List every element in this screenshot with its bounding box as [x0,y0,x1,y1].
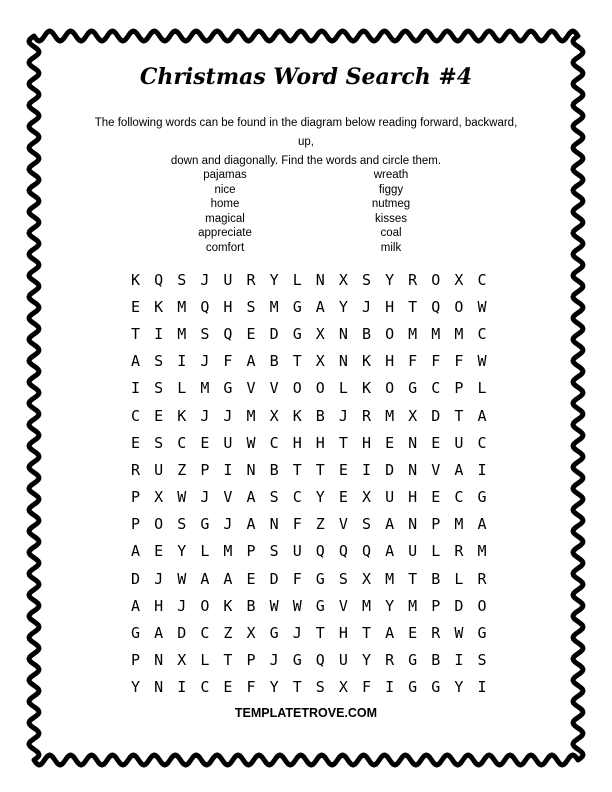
grid-letter: L [177,379,187,398]
grid-letter: H [154,596,164,615]
grid-letter: M [246,406,256,425]
grid-letter: P [431,515,441,534]
grid-letter: A [385,515,395,534]
grid-letter: G [292,651,302,670]
grid-letter: T [361,624,371,643]
grid-letter: I [131,379,141,398]
grid-letter: I [361,460,371,479]
instructions-line-2: down and diagonally. Find the words and circle them. [170,155,442,167]
grid-letter: H [361,433,371,452]
grid-letter: M [385,569,395,588]
word-item: kisses [375,212,407,225]
grid-letter: X [315,352,325,371]
grid-letter: G [292,297,302,316]
grid-letter: O [292,379,302,398]
grid-letter: M [431,324,441,343]
grid-letter: W [292,596,302,615]
grid-letter: Z [177,460,187,479]
grid-letter: M [408,324,418,343]
grid-letter: J [177,596,187,615]
grid-letter: Q [361,542,371,561]
grid-letter: Q [315,651,325,670]
grid-letter: U [385,488,395,507]
grid-letter: Y [269,270,279,289]
grid-letter: H [223,297,233,316]
grid-letter: S [338,569,348,588]
grid-letter: J [200,488,210,507]
grid-letter: E [338,488,348,507]
page-title: Christmas Word Search #4 [139,64,473,90]
grid-letter: X [269,406,279,425]
grid-letter: H [338,624,348,643]
grid-letter: J [200,270,210,289]
grid-letter: T [292,352,302,371]
grid-letter: D [431,406,441,425]
grid-letter: J [200,406,210,425]
grid-letter: L [454,569,464,588]
grid-letter: Y [338,297,348,316]
grid-letter: K [154,297,164,316]
grid-letter: J [200,352,210,371]
grid-letter: N [338,324,348,343]
grid-letter: A [454,460,464,479]
grid-letter: J [338,406,348,425]
grid-letter: M [177,324,187,343]
grid-letter: E [408,624,418,643]
grid-letter: X [361,569,371,588]
grid-letter: K [292,406,302,425]
grid-letter: K [361,352,371,371]
grid-letter: P [246,651,256,670]
grid-letter: I [177,352,187,371]
word-list-left [155,168,295,255]
grid-letter: Y [454,678,464,697]
grid-letter: A [385,542,395,561]
grid-letter: X [315,324,325,343]
grid-letter: V [223,488,233,507]
grid-letter: C [477,324,487,343]
grid-letter: B [361,324,371,343]
grid-letter: Z [223,624,233,643]
grid-letter: H [408,488,418,507]
grid-letter: G [292,324,302,343]
grid-letter: A [385,624,395,643]
grid-letter: T [408,569,418,588]
grid-letter: E [154,542,164,561]
grid-letter: W [177,569,187,588]
word-search-grid [124,266,494,701]
grid-letter: X [154,488,164,507]
grid-letter: T [131,324,141,343]
grid-letter: H [315,433,325,452]
grid-letter: S [177,270,187,289]
grid-letter: M [200,379,210,398]
grid-letter: J [223,406,233,425]
grid-letter: A [200,569,210,588]
grid-letter: G [269,624,279,643]
grid-letter: A [246,488,256,507]
grid-letter: V [338,596,348,615]
grid-letter: G [431,678,441,697]
grid-letter: A [223,569,233,588]
grid-letter: T [408,297,418,316]
grid-letter: J [154,569,164,588]
grid-letter: O [385,379,395,398]
grid-letter: N [154,678,164,697]
grid-letter: O [477,596,487,615]
grid-letter: L [431,542,441,561]
grid-letter: R [408,270,418,289]
grid-letter: N [269,515,279,534]
grid-letter: J [361,297,371,316]
grid-letter: F [408,352,418,371]
grid-letter: C [292,488,302,507]
grid-letter: P [454,379,464,398]
grid-letter: R [477,569,487,588]
grid-letter: A [154,624,164,643]
grid-letter: T [338,433,348,452]
grid-letter: S [154,379,164,398]
grid-letter: N [408,433,418,452]
grid-letter: Y [385,596,395,615]
grid-letter: C [200,678,210,697]
grid-letter: E [131,433,141,452]
grid-letter: U [454,433,464,452]
grid-letter: O [200,596,210,615]
grid-letter: J [269,651,279,670]
grid-letter: F [454,352,464,371]
grid-letter: M [477,542,487,561]
grid-letter: U [408,542,418,561]
grid-letter: M [385,406,395,425]
grid-letter: B [246,596,256,615]
grid-letter: X [408,406,418,425]
word-item: milk [380,241,402,254]
grid-letter: U [154,460,164,479]
grid-letter: U [223,270,233,289]
grid-letter: B [431,651,441,670]
grid-letter: F [292,515,302,534]
grid-letter: C [200,624,210,643]
grid-letter: Q [223,324,233,343]
grid-letter: C [131,406,141,425]
grid-letter: J [292,624,302,643]
grid-letter: D [385,460,395,479]
grid-letter: A [131,542,141,561]
grid-letter: N [338,352,348,371]
grid-letter: E [385,433,395,452]
grid-letter: M [361,596,371,615]
instructions [88,114,524,171]
grid-letter: T [292,460,302,479]
grid-letter: D [269,569,279,588]
grid-letter: Z [315,515,325,534]
grid-letter: L [292,270,302,289]
grid-letter: T [315,624,325,643]
word-item: comfort [205,241,245,254]
grid-letter: G [315,596,325,615]
grid-letter: P [131,651,141,670]
word-item: figgy [378,183,404,196]
word-item: nice [214,183,236,196]
grid-letter: D [131,569,141,588]
grid-letter: M [454,324,464,343]
grid-letter: K [131,270,141,289]
grid-letter: H [385,352,395,371]
grid-letter: E [431,488,441,507]
grid-letter: G [315,569,325,588]
grid-letter: I [454,651,464,670]
grid-letter: G [223,379,233,398]
grid-letter: G [408,651,418,670]
grid-letter: S [200,324,210,343]
grid-letter: E [431,433,441,452]
grid-letter: C [431,379,441,398]
grid-letter: R [385,651,395,670]
grid-letter: W [177,488,187,507]
grid-letter: H [385,297,395,316]
grid-letter: A [131,596,141,615]
grid-letter: U [223,433,233,452]
grid-letter: S [477,651,487,670]
grid-letter: E [338,460,348,479]
grid-letter: A [246,515,256,534]
grid-letter: M [177,297,187,316]
word-item: home [210,198,240,210]
grid-letter: R [361,406,371,425]
grid-letter: L [200,651,210,670]
grid-letter: S [246,297,256,316]
word-item: magical [205,212,245,225]
grid-letter: F [361,678,371,697]
grid-letter: F [246,678,256,697]
grid-letter: S [154,433,164,452]
grid-letter: K [223,596,233,615]
grid-letter: A [315,297,325,316]
word-item: pajamas [203,169,247,181]
grid-letter: S [269,488,279,507]
grid-letter: I [477,678,487,697]
grid-letter: T [223,651,233,670]
grid-letter: M [454,515,464,534]
grid-letter: T [454,406,464,425]
grid-letter: X [361,488,371,507]
grid-letter: E [246,324,256,343]
grid-letter: P [131,515,141,534]
grid-letter: T [315,460,325,479]
word-item: coal [380,227,402,239]
site-footer: TEMPLATETROVE.COM [234,706,378,720]
grid-letter: O [385,324,395,343]
grid-letter: S [154,352,164,371]
grid-letter: W [454,624,464,643]
grid-letter: R [131,460,141,479]
grid-letter: X [246,624,256,643]
grid-letter: O [431,270,441,289]
grid-letter: X [454,270,464,289]
grid-letter: E [154,406,164,425]
grid-letter: Y [269,678,279,697]
grid-letter: K [361,379,371,398]
grid-letter: C [477,433,487,452]
grid-letter: G [477,488,487,507]
grid-letter: T [292,678,302,697]
grid-letter: A [246,352,256,371]
grid-letter: C [177,433,187,452]
grid-letter: H [292,433,302,452]
grid-letter: I [223,460,233,479]
grid-letter: B [315,406,325,425]
grid-letter: B [269,352,279,371]
grid-letter: E [200,433,210,452]
grid-letter: D [269,324,279,343]
grid-letter: V [431,460,441,479]
grid-letter: G [131,624,141,643]
grid-letter: Q [315,542,325,561]
grid-letter: G [200,515,210,534]
word-item: appreciate [198,227,252,239]
grid-letter: W [269,596,279,615]
grid-letter: L [477,379,487,398]
grid-letter: I [154,324,164,343]
grid-letter: Y [315,488,325,507]
grid-letter: N [154,651,164,670]
grid-letter: D [177,624,187,643]
grid-letter: N [408,515,418,534]
grid-letter: Y [131,678,141,697]
grid-letter: G [408,379,418,398]
grid-letter: L [200,542,210,561]
grid-letter: Q [338,542,348,561]
grid-letter: R [454,542,464,561]
grid-letter: N [315,270,325,289]
instructions-line-1: The following words can be found in the diagram below reading forward, backward, up, [94,117,518,148]
grid-letter: I [385,678,395,697]
grid-letter: E [246,569,256,588]
grid-letter: K [177,406,187,425]
grid-letter: M [269,297,279,316]
grid-letter: Q [200,297,210,316]
grid-letter: E [223,678,233,697]
grid-letter: X [338,270,348,289]
grid-letter: P [246,542,256,561]
grid-letter: B [431,569,441,588]
grid-letter: I [477,460,487,479]
grid-letter: G [408,678,418,697]
grid-letter: Q [431,297,441,316]
grid-letter: M [223,542,233,561]
grid-letter: M [408,596,418,615]
grid-letter: N [246,460,256,479]
grid-letter: X [338,678,348,697]
grid-letter: O [154,515,164,534]
grid-letter: I [177,678,187,697]
grid-letter: V [338,515,348,534]
grid-letter: O [315,379,325,398]
grid-letter: N [408,460,418,479]
grid-letter: W [477,352,487,371]
grid-letter: F [292,569,302,588]
grid-letter: Q [154,270,164,289]
grid-letter: R [431,624,441,643]
grid-letter: V [269,379,279,398]
grid-letter: S [315,678,325,697]
word-list-right [321,168,461,255]
grid-letter: L [338,379,348,398]
grid-letter: A [477,515,487,534]
grid-letter: F [223,352,233,371]
grid-letter: S [361,515,371,534]
grid-letter: D [454,596,464,615]
grid-letter: Y [385,270,395,289]
grid-letter: P [200,460,210,479]
grid-letter: V [246,379,256,398]
grid-letter: S [269,542,279,561]
grid-letter: S [361,270,371,289]
grid-letter: S [177,515,187,534]
grid-letter: W [477,297,487,316]
grid-letter: C [477,270,487,289]
grid-letter: U [292,542,302,561]
grid-letter: A [131,352,141,371]
grid-letter: P [131,488,141,507]
grid-letter: C [269,433,279,452]
word-item: nutmeg [371,198,411,210]
grid-letter: W [246,433,256,452]
grid-letter: R [246,270,256,289]
grid-letter: A [477,406,487,425]
grid-letter: F [431,352,441,371]
word-item: wreath [373,169,409,181]
grid-letter: U [338,651,348,670]
grid-letter: P [431,596,441,615]
grid-letter: G [477,624,487,643]
grid-letter: O [454,297,464,316]
grid-letter: J [223,515,233,534]
grid-letter: E [131,297,141,316]
grid-letter: Y [177,542,187,561]
grid-letter: B [269,460,279,479]
grid-letter: X [177,651,187,670]
grid-letter: C [454,488,464,507]
grid-letter: Y [361,651,371,670]
